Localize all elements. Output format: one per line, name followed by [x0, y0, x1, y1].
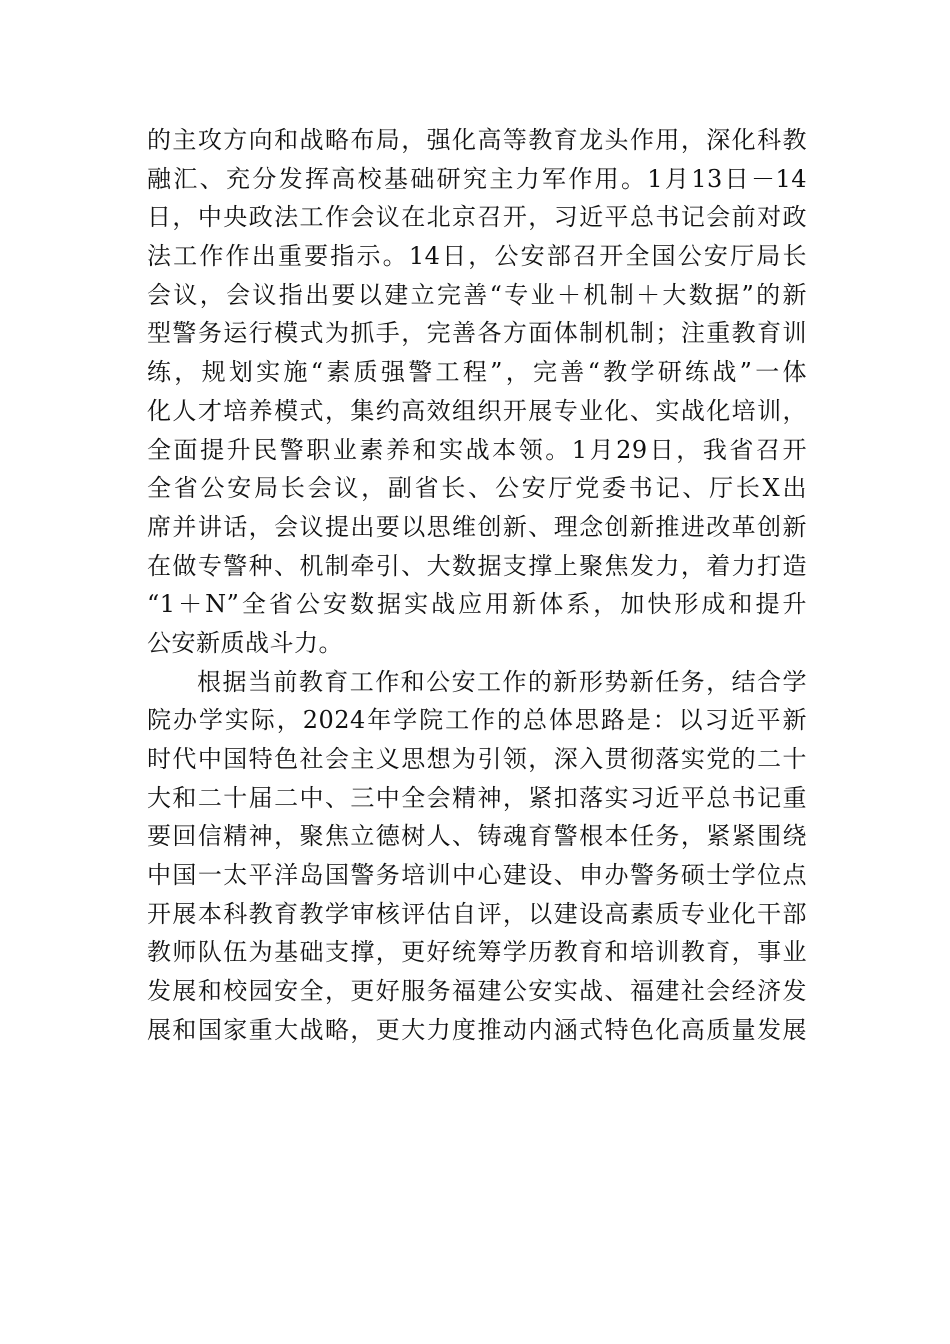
text-line: 全省公安局长会议，副省长、公安厅党委书记、厅长X出 [147, 474, 807, 503]
text-line: 展和国家重大战略，更大力度推动内涵式特色化高质量发展 [147, 1015, 807, 1044]
text-line: 型警务运行模式为抓手，完善各方面体制机制；注重教育训 [147, 319, 807, 348]
text-line: 练，规划实施“素质强警工程”，完善“教学研练战”一体 [147, 358, 807, 387]
text-line: 大和二十届二中、三中全会精神，紧扣落实习近平总书记重 [147, 783, 807, 812]
body-text [147, 121, 807, 1050]
text-line: 教师队伍为基础支撑，更好统筹学历教育和培训教育，事业 [147, 938, 807, 967]
text-line: 要回信精神，聚焦立德树人、铸魂育警根本任务，紧紧围绕 [147, 822, 807, 851]
text-line: 根据当前教育工作和公安工作的新形势新任务，结合学 [197, 667, 807, 696]
text-line: 化人才培养模式，集约高效组织开展专业化、实战化培训， [147, 396, 807, 425]
text-line: 日，中央政法工作会议在北京召开，习近平总书记会前对政 [147, 203, 807, 232]
text-line: 融汇、充分发挥高校基础研究主力军作用。1月13日－14 [147, 164, 807, 193]
text-line: 中国一太平洋岛国警务培训中心建设、申办警务硕士学位点 [147, 861, 807, 890]
paragraph-1 [147, 121, 807, 663]
paragraph-2 [147, 663, 807, 1050]
text-line: 时代中国特色社会主义思想为引领，深入贯彻落实党的二十 [147, 745, 807, 773]
text-line: 席并讲话，会议提出要以思维创新、理念创新推进改革创新 [147, 512, 807, 541]
text-line: 法工作作出重要指示。14日，公安部召开全国公安厅局长 [147, 242, 807, 271]
text-line: 在做专警种、机制牵引、大数据支撑上聚焦发力，着力打造 [147, 551, 807, 580]
text-line: 公安新质战斗力。 [147, 628, 343, 657]
text-line: 发展和校园安全，更好服务福建公安实战、福建社会经济发 [147, 977, 807, 1006]
text-line: 院办学实际，2024年学院工作的总体思路是：以习近平新 [147, 706, 807, 735]
text-line: 开展本科教育教学审核评估自评，以建设高素质专业化干部 [147, 899, 807, 928]
text-line: “1＋N”全省公安数据实战应用新体系，加快形成和提升 [147, 590, 807, 619]
text-line: 全面提升民警职业素养和实战本领。1月29日，我省召开 [147, 435, 807, 464]
text-line: 会议，会议指出要以建立完善“专业＋机制＋大数据”的新 [147, 280, 807, 309]
text-line: 的主攻方向和战略布局，强化高等教育龙头作用，深化科教 [147, 126, 807, 154]
